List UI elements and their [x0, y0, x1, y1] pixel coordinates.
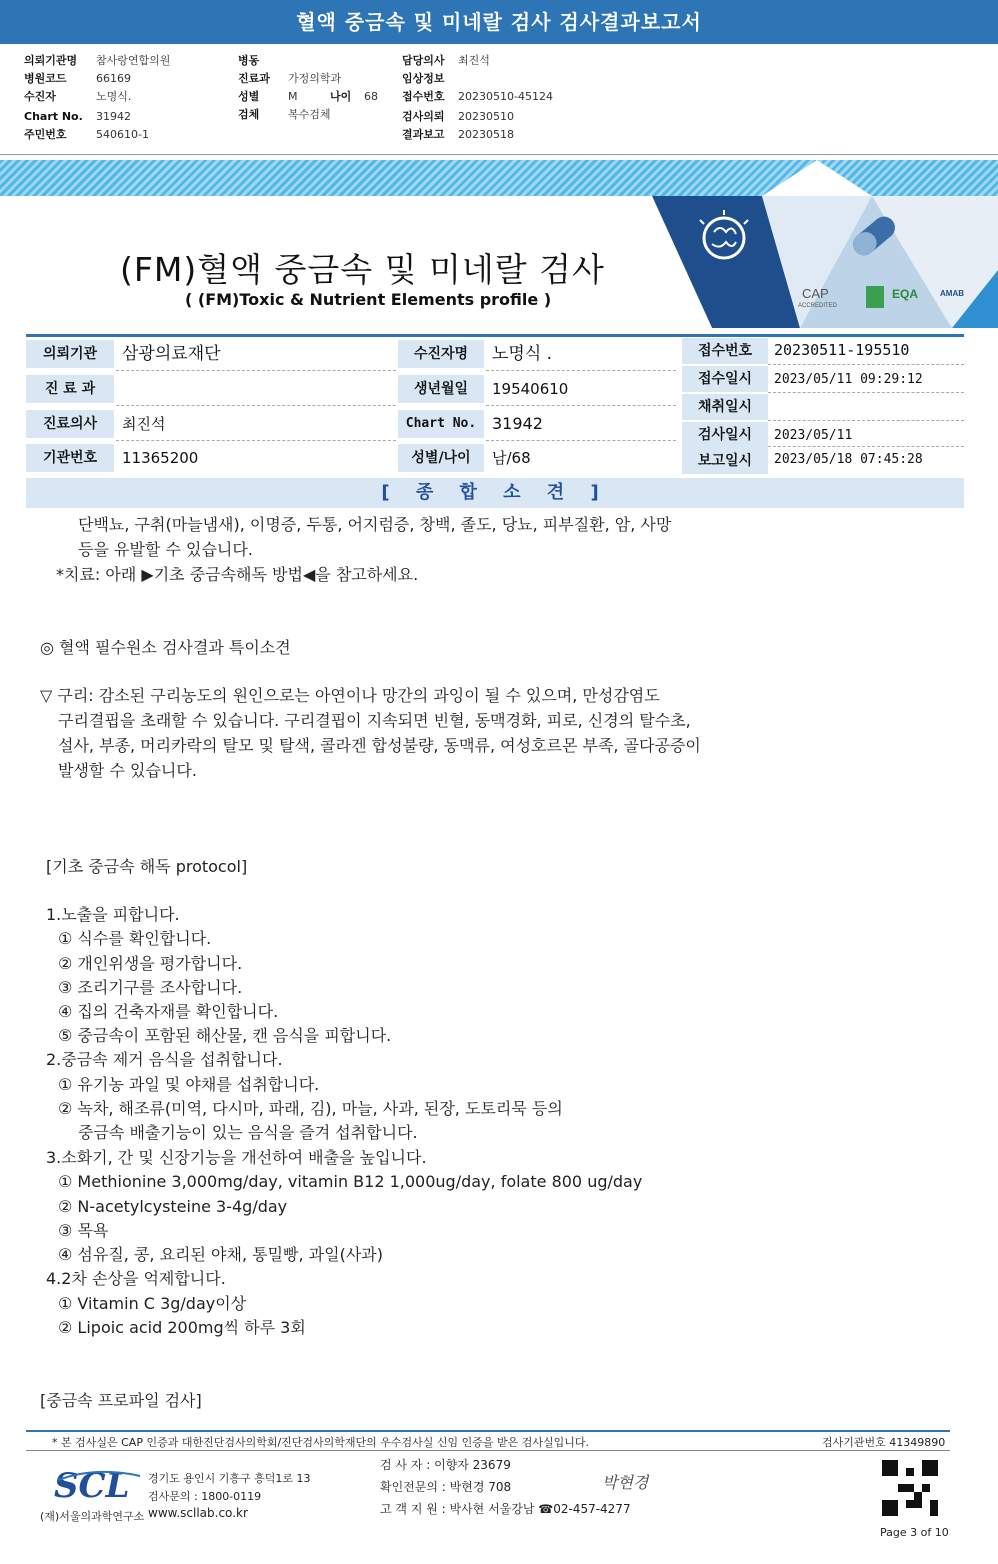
meta-label: 진료과: [238, 72, 270, 85]
body-line: ① 유기농 과일 및 야채를 섭취합니다.: [58, 1075, 320, 1094]
org-name: (재)서울의과학연구소: [40, 1510, 145, 1523]
info-label: 접수번호: [682, 338, 768, 364]
info-value: 노명식 .: [492, 344, 553, 364]
meta-label: 검체: [238, 108, 260, 121]
body-line: ② N-acetylcysteine 3-4g/day: [58, 1197, 288, 1216]
scl-logo-swoosh: [56, 1470, 142, 1482]
info-label: 의뢰기관: [26, 340, 114, 368]
info-label: 보고일시: [682, 448, 768, 474]
meta-value: 최진석: [458, 54, 490, 67]
info-value: [768, 394, 964, 422]
body-line: ② Lipoic acid 200mg씩 하루 3회: [58, 1318, 306, 1337]
info-label: 검사일시: [682, 422, 768, 448]
body-line: 3.소화기, 간 및 신장기능을 개선하여 배출을 높입니다.: [46, 1148, 427, 1167]
org-website: www.scllab.co.kr: [148, 1506, 248, 1520]
meta-label: 검사의뢰: [402, 110, 445, 123]
banner-title: (FM)혈액 중금속 및 미네랄 검사: [120, 250, 605, 289]
cap-accredited: ACCREDITED: [798, 303, 838, 309]
meta-value: 20230510-45124: [458, 90, 553, 103]
meta-value: 540610-1: [96, 128, 149, 141]
body-line: 구리결핍을 초래할 수 있습니다. 구리결핍이 지속되면 빈혈, 동맥경화, 피로, 신경의 탈수초,: [58, 711, 691, 730]
meta-divider: [0, 154, 998, 155]
summary-heading: [ 종 합 소 견 ]: [26, 478, 964, 508]
org-address: 경기도 용인시 기흥구 흥덕1로 13: [148, 1472, 311, 1485]
scl-logo: SCL: [54, 1466, 130, 1506]
meta-label: 성별: [238, 90, 260, 103]
org-phone: 검사문의 : 1800-0119: [148, 1490, 262, 1503]
info-label: 기관번호: [26, 444, 114, 472]
meta-label: 임상정보: [402, 72, 445, 85]
meta-value: M: [288, 90, 298, 103]
meta-value: 노명식.: [96, 90, 132, 103]
info-label: 채취일시: [682, 394, 768, 420]
meta-value: 복수검체: [288, 108, 331, 121]
meta-label: 담당의사: [402, 54, 445, 67]
section-heading: [중금속 프로파일 검사]: [40, 1391, 202, 1410]
body-line: ② 녹차, 해조류(미역, 다시마, 파래, 김), 마늘, 사과, 된장, 도토리묵 등의: [58, 1099, 563, 1118]
info-value: 20230511-195510: [774, 341, 910, 359]
info-label: 진료의사: [26, 410, 114, 438]
info-value: 남/68: [492, 449, 531, 467]
report-footer: [26, 1430, 950, 1542]
body-line: 단백뇨, 구취(마늘냄새), 이명증, 두통, 어지럼증, 창백, 졸도, 당뇨, 피부질환, 암, 사망: [78, 515, 672, 534]
meta-label: 의뢰기관명: [24, 54, 78, 67]
body-line: ① 식수를 확인합니다.: [58, 929, 212, 948]
body-line: 4.2차 손상을 억제합니다.: [46, 1269, 226, 1288]
qr-code: [882, 1460, 938, 1516]
meta-label: 병원코드: [24, 72, 67, 85]
report-meta: [0, 48, 998, 156]
info-value: 2023/05/11 09:29:12: [774, 372, 923, 387]
banner-illustration: [652, 160, 998, 328]
body-line: 등을 유발할 수 있습니다.: [78, 540, 253, 559]
examiner: 검 사 자 : 이향자 23679: [380, 1458, 511, 1472]
body-line: 발생할 수 있습니다.: [58, 761, 197, 780]
meta-value: 참사랑연합의원: [96, 54, 171, 67]
info-value: [116, 375, 396, 403]
meta-age-value: 68: [364, 90, 378, 103]
eqa-logo: EQA: [892, 287, 919, 301]
body-line: *치료: 아래 ▶기초 중금속해독 방법◀을 참고하세요.: [56, 565, 419, 584]
body-line: ① Methionine 3,000mg/day, vitamin B12 1,000ug/day, folate 800 ug/day: [58, 1172, 643, 1191]
meta-label: 결과보고: [402, 128, 445, 141]
meta-label: 병동: [238, 54, 260, 67]
customer-support: 고 객 지 원 : 박사현 서울강남 ☎02-457-4277: [380, 1502, 631, 1516]
info-label: 수진자명: [398, 340, 484, 368]
test-banner: [0, 160, 998, 328]
info-value: 31942: [492, 414, 543, 433]
info-label: 접수일시: [682, 366, 768, 392]
body-line: 2.중금속 제거 음식을 섭취합니다.: [46, 1050, 283, 1069]
section-heading: ◎ 혈액 필수원소 검사결과 특이소견: [40, 638, 291, 657]
info-label: 진 료 과: [26, 375, 114, 403]
cap-logo: CAP: [802, 286, 829, 301]
meta-value: 20230518: [458, 128, 514, 141]
info-value: 11365200: [122, 449, 199, 467]
info-value: 2023/05/11: [774, 428, 853, 443]
meta-value: 가정의학과: [288, 72, 342, 85]
meta-label: 접수번호: [402, 90, 445, 103]
body-line: ② 개인위생을 평가합니다.: [58, 954, 243, 973]
certification-notice: * 본 검사실은 CAP 인증과 대한진단검사의학회/진단검사의학재단의 우수검사실 신임 인증을 받은 검사실입니다.: [52, 1436, 590, 1449]
confirming-specialist: 확인전문의 : 박현경 708: [380, 1480, 512, 1494]
meta-label: 주민번호: [24, 128, 67, 141]
body-line: ▽ 구리: 감소된 구리농도의 원인으로는 아연이나 망간의 과잉이 될 수 있으며, 만성감염도: [40, 686, 660, 705]
signature: 박현경: [602, 1473, 649, 1492]
meta-value: 20230510: [458, 110, 514, 123]
body-line: ④ 섬유질, 콩, 요리된 야채, 통밀빵, 과일(사과): [58, 1245, 383, 1264]
amab-logo: AMAB: [940, 289, 964, 298]
banner-subtitle: ( (FM)Toxic & Nutrient Elements profile ): [185, 290, 552, 309]
info-label: 성별/나이: [398, 444, 484, 472]
info-value: 최진석: [122, 415, 166, 433]
body-line: ③ 조리기구를 조사합니다.: [58, 978, 243, 997]
lab-number: 검사기관번호 41349890: [822, 1436, 946, 1449]
meta-value: 66169: [96, 72, 131, 85]
body-line: ⑤ 중금속이 포함된 해산물, 캔 음식을 피합니다.: [58, 1026, 392, 1045]
body-line: 설사, 부종, 머리카락의 탈모 및 탈색, 콜라겐 합성불량, 동맥류, 여성호르몬 부족, 골다공증이: [58, 736, 701, 755]
info-value: 2023/05/18 07:45:28: [774, 452, 923, 467]
info-label: Chart No.: [398, 410, 484, 438]
report-title: 혈액 중금속 및 미네랄 검사 검사결과보고서: [0, 0, 998, 44]
body-line: 중금속 배출기능이 있는 음식을 즐겨 섭취합니다.: [78, 1123, 418, 1142]
meta-label: 수진자: [24, 90, 56, 103]
meta-label: Chart No.: [24, 110, 83, 123]
patient-info-table: [26, 334, 964, 474]
info-value: 19540610: [492, 380, 569, 398]
body-line: ④ 집의 건축자재를 확인합니다.: [58, 1002, 279, 1021]
section-heading: [기초 중금속 해독 protocol]: [46, 857, 248, 876]
body-line: ① Vitamin C 3g/day이상: [58, 1294, 247, 1313]
body-line: ③ 목욕: [58, 1221, 109, 1240]
info-value: 삼광의료재단: [122, 344, 221, 364]
info-label: 생년월일: [398, 375, 484, 403]
meta-value: 31942: [96, 110, 131, 123]
meta-age-label: 나이: [330, 90, 352, 103]
page-indicator: Page 3 of 10: [880, 1526, 949, 1539]
body-line: 1.노출을 피합니다.: [46, 905, 180, 924]
